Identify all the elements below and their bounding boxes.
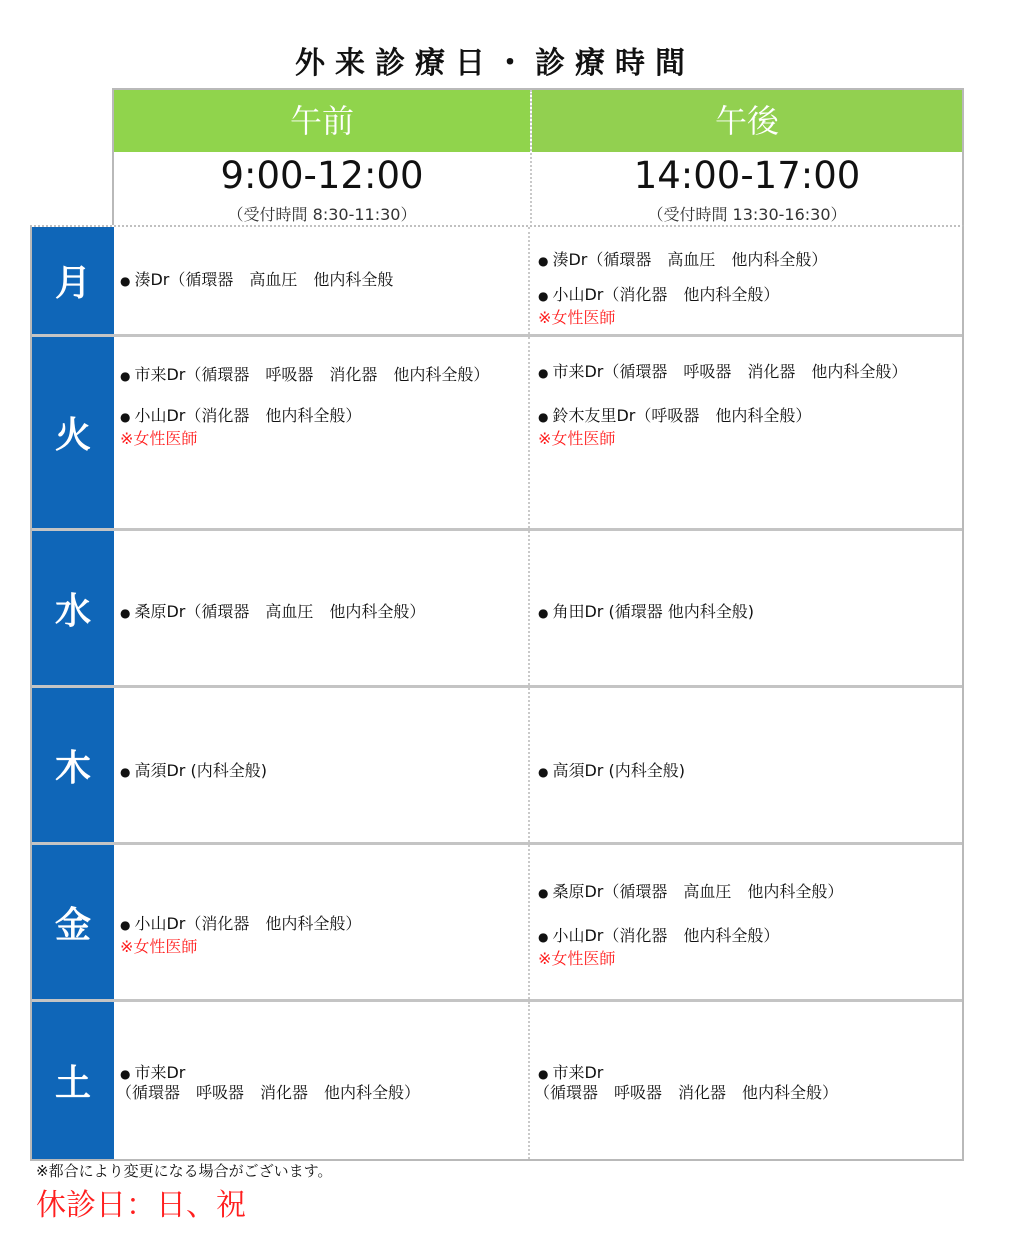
bullet-icon: ● [538,410,549,424]
row-saturday [32,1002,962,1159]
doctor-text: 市来Dr（循環器 呼吸器 消化器 他内科全般） [134,365,490,384]
row-monday [32,227,962,337]
bullet-icon: ● [538,930,549,944]
cell-friday-pm [532,845,962,999]
day-label-wednesday: 水 [32,531,114,685]
day-label-thursday: 木 [32,688,114,842]
female-doctor-note: ※女性医師 [120,429,198,448]
doctor-text: 小山Dr（消化器 他内科全般） [552,926,780,945]
day-label-saturday: 土 [32,1002,114,1159]
change-notice: ※都合により変更になる場合がございます。 [36,1162,333,1180]
specialty-text: （循環器 呼吸器 消化器 他内科全般） [534,1083,839,1102]
afternoon-label: 午後 [532,90,962,152]
doctor-text: 小山Dr（消化器 他内科全般） [552,285,780,304]
cell-wednesday-am [114,531,530,685]
doctor-text: 湊Dr（循環器 高血圧 他内科全般 [134,270,394,289]
morning-reception: （受付時間 8:30-11:30） [227,205,417,224]
afternoon-header [532,90,962,227]
cell-friday-am [114,845,530,999]
schedule-header [112,88,964,225]
bullet-icon: ● [120,410,131,424]
afternoon-reception: （受付時間 13:30-16:30） [647,205,847,224]
doctor-entry [120,362,489,385]
cell-saturday-am [114,1002,530,1159]
cell-tuesday-pm [532,337,962,528]
bullet-icon: ● [120,918,131,932]
day-label-monday: 月 [32,227,114,334]
page-title: 外来診療日・診療時間 [295,46,695,81]
bullet-icon: ● [538,765,549,779]
bullet-icon: ● [120,274,131,288]
schedule-table [30,225,964,1161]
female-doctor-note: ※女性医師 [538,429,616,448]
row-wednesday [32,531,962,688]
bullet-icon: ● [538,886,549,900]
cell-tuesday-am [114,337,530,528]
bullet-icon: ● [538,289,549,303]
bullet-icon: ● [538,1067,549,1081]
doctor-entry [538,282,779,328]
doctor-text: 市来Dr [552,1063,604,1082]
doctor-text: 角田Dr (循環器 他内科全般) [552,602,755,621]
doctor-entry [538,599,754,622]
doctor-text: 小山Dr（消化器 他内科全般） [134,406,362,425]
doctor-entry [120,267,393,290]
row-thursday [32,688,962,845]
day-label-friday: 金 [32,845,114,999]
day-label-tuesday: 火 [32,337,114,528]
doctor-entry [538,359,907,382]
cell-monday-am [114,227,530,334]
afternoon-hours: 14:00-17:00 [633,154,861,197]
bullet-icon: ● [538,606,549,620]
female-doctor-note: ※女性医師 [538,949,616,968]
cell-wednesday-pm [532,531,962,685]
doctor-entry [120,758,267,781]
doctor-text: 小山Dr（消化器 他内科全般） [134,914,362,933]
doctor-text: 湊Dr（循環器 高血圧 他内科全般） [552,250,828,269]
bullet-icon: ● [120,1067,131,1081]
row-friday [32,845,962,1002]
doctor-entry [120,599,425,622]
doctor-entry [538,923,779,969]
cell-thursday-pm [532,688,962,842]
doctor-entry [120,911,361,957]
cell-thursday-am [114,688,530,842]
specialty-text: （循環器 呼吸器 消化器 他内科全般） [116,1083,421,1102]
doctor-entry [538,403,811,449]
doctor-text: 市来Dr [134,1063,186,1082]
bullet-icon: ● [538,254,549,268]
morning-header [114,90,532,227]
doctor-entry [120,403,361,449]
cell-monday-pm [532,227,962,334]
doctor-entry [538,758,685,781]
morning-label: 午前 [114,90,530,152]
doctor-entry [538,879,843,902]
bullet-icon: ● [120,765,131,779]
doctor-entry [538,247,827,270]
doctor-text: 市来Dr（循環器 呼吸器 消化器 他内科全般） [552,362,908,381]
bullet-icon: ● [120,369,131,383]
closed-days: 休診日：日、祝 [36,1188,246,1223]
doctor-text: 桑原Dr（循環器 高血圧 他内科全般） [134,602,426,621]
female-doctor-note: ※女性医師 [538,308,616,327]
doctor-text: 鈴木友里Dr（呼吸器 他内科全般） [552,406,812,425]
bullet-icon: ● [538,366,549,380]
cell-saturday-pm [532,1002,962,1159]
bullet-icon: ● [120,606,131,620]
doctor-text: 高須Dr (内科全般) [134,761,267,780]
doctor-text: 高須Dr (内科全般) [552,761,685,780]
row-tuesday [32,337,962,531]
morning-hours: 9:00-12:00 [220,154,424,197]
doctor-text: 桑原Dr（循環器 高血圧 他内科全般） [552,882,844,901]
female-doctor-note: ※女性医師 [120,937,198,956]
